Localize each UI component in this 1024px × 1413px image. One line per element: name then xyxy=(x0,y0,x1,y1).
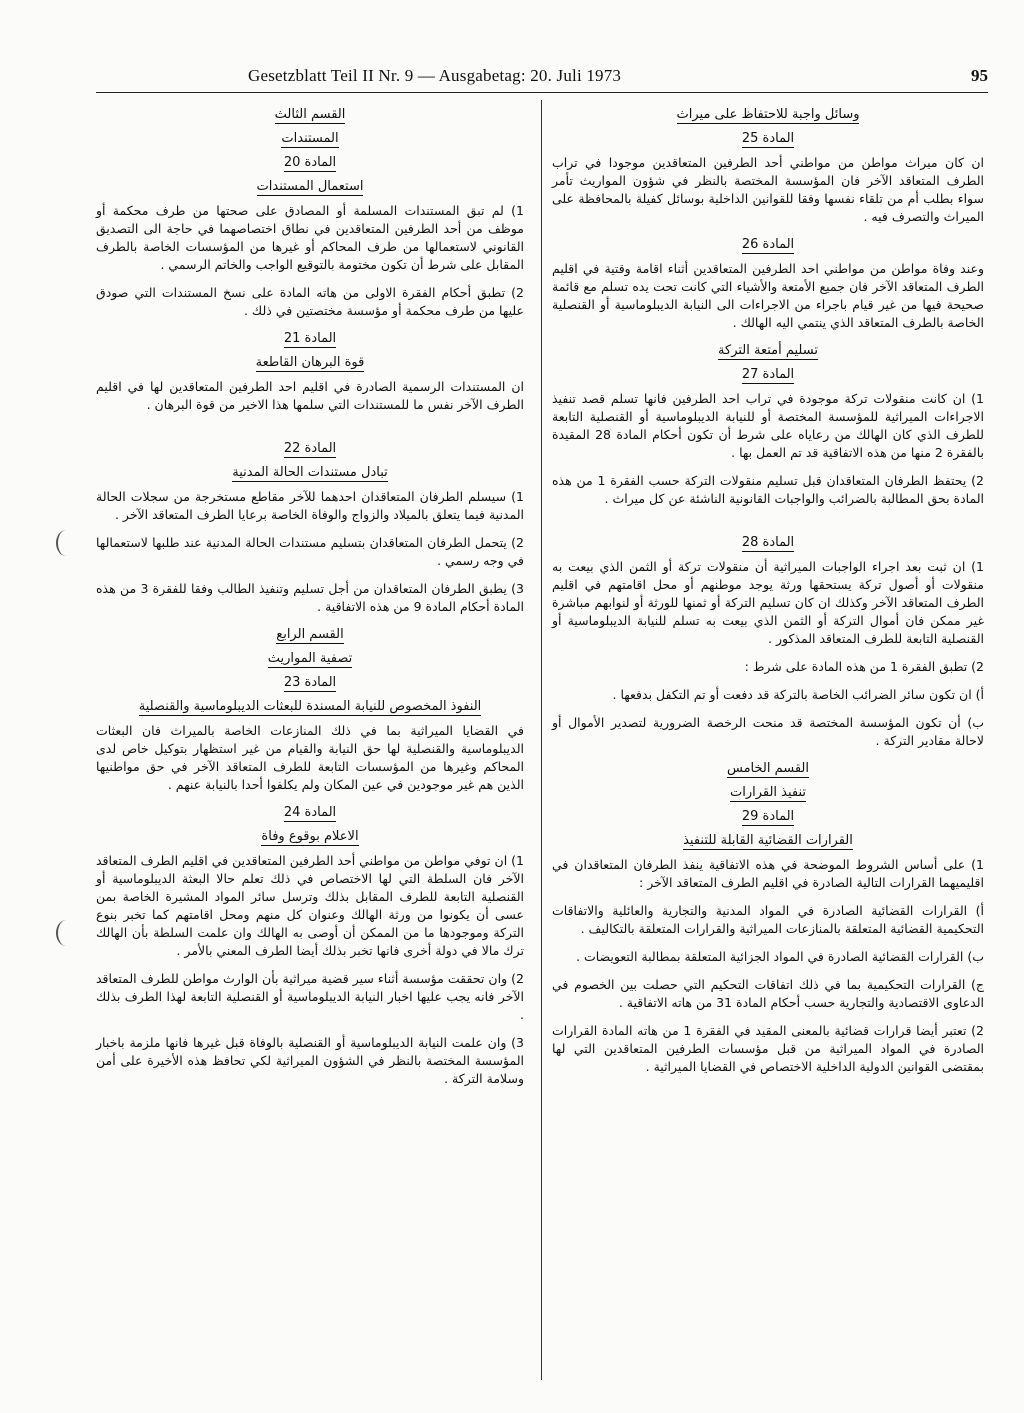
heading-text: الاعلام بوقوع وفاة xyxy=(261,829,359,844)
heading-text: المستندات xyxy=(281,131,339,146)
heading-text: القسم الخامس xyxy=(727,761,809,776)
left-column xyxy=(96,104,524,1098)
section-heading xyxy=(552,130,984,148)
section-heading xyxy=(96,650,524,668)
heading-text: تنفيذ القرارات xyxy=(729,785,807,800)
section-heading xyxy=(96,804,524,822)
heading-text: المادة 20 xyxy=(283,155,337,170)
page-header xyxy=(0,60,1024,94)
spacer xyxy=(552,518,984,532)
paragraph: 1) ان ثبت بعد اجراء الواجبات الميراثية أن منقولات تركة أو الثمن الذي بيعت به منقولات أو أصول تركة يستحقها ورثة يوجد موطنهم أو محل اقامتهم في اقليم الطرف المتعاقد الآخر وكذلك ان كان تسليم التركة أو ثمنها للورثة أو لنوابهم مباشرة غير ممكن فان أموال التركة أو الثمن الذي بيعت به تسلم للنيابة الديبلوماسية أو القنصلية التابعة للطرف المتعاقد المذكور . xyxy=(552,559,984,646)
heading-text: تصفية المواريث xyxy=(267,651,353,666)
section-heading xyxy=(96,154,524,172)
section-heading xyxy=(552,366,984,384)
right-column xyxy=(552,104,984,1086)
paragraph: 1) لم تبق المستندات المسلمة أو المصادق على صحتها من طرف محكمة أو موظف من أحد الطرفين المتعاقدين في نطاق اختصاصهما في حاجة الى التصديق القانوني لاستعمالها من طرف المحاكم أو غيرها من المؤسسات الخاصة بالطرف المقابل على شرط أن تكون مختومة بالتوقيع الواجب والخاتم الرسمي . xyxy=(96,203,524,272)
section-heading xyxy=(96,330,524,348)
header-title: Gesetzblatt Teil II Nr. 9 — Ausgabetag: 20. Juli 1973 xyxy=(248,66,622,85)
heading-text: القسم الرابع xyxy=(276,627,344,642)
section-heading xyxy=(96,130,524,148)
heading-text: النفوذ المخصوص للنيابة المسندة للبعثات الديبلوماسية والقنصلية xyxy=(138,699,482,714)
heading-text: المادة 29 xyxy=(741,809,795,824)
heading-text: المادة 28 xyxy=(741,535,795,550)
heading-text: المادة 27 xyxy=(741,367,795,382)
paragraph: ب) القرارات القضائية الصادرة في المواد الجزائية المتعلقة بمطالبة التعويضات . xyxy=(576,949,984,964)
paragraph: ان كان ميراث مواطن من مواطني أحد الطرفين المتعاقدين موجودا في تراب الطرف المتعاقد الآخر فان المؤسسة المختصة بالنظر في شؤون المواريث تأمر سواء بطلب أم من تلقاء نفسها وفقا للقوانين الداخلية بوسائل كفيلة بالمحافظة على الميراث والتصرف فيه . xyxy=(552,155,984,224)
section-heading xyxy=(96,464,524,482)
section-heading xyxy=(552,760,984,778)
paragraph: 1) سيسلم الطرفان المتعاقدان احدهما للآخر مقاطع مستخرجة من سجلات الحالة المدنية فيما يتعلق بالميلاد والزواج والوفاة الخاصة برعايا الطرف المتعاقد الآخر . xyxy=(96,489,524,522)
section-heading xyxy=(552,832,984,850)
paragraph: أ) القرارات القضائية الصادرة في المواد المدنية والتجارية والعائلية والاتفاقات التحكيمية القضائية المتعلقة بالمنازعات الميراثية والقرارات المتعلقة بالتكاليف . xyxy=(552,903,984,936)
paragraph: 1) ان كانت منقولات تركة موجودة في تراب احد الطرفين فانها تسلم قصد تنفيذ الاجراءات الميراثية للمؤسسة المختصة أو للنيابة الديبلوماسية أو القنصلية التابعة للطرف الذي كان الهالك من رعاياه على شرط أن تكون أحكام المادة 28 المقيدة بالفقرة 2 منها من هذه الاتفاقية قد تم العمل بها . xyxy=(552,391,984,460)
paragraph: ان المستندات الرسمية الصادرة في اقليم احد الطرفين المتعاقدين لها في اقليم الطرف الآخر نفس ما للمستندات التي سلمها هذا الاخير من قوة البرهان . xyxy=(96,379,524,412)
section-heading xyxy=(96,106,524,124)
column-divider xyxy=(541,100,542,1380)
heading-text: وسائل واجبة للاحتفاظ على ميراث xyxy=(676,107,860,122)
section-heading xyxy=(96,828,524,846)
heading-text: قوة البرهان القاطعة xyxy=(255,355,365,370)
header-rule xyxy=(96,92,988,93)
paragraph: 2) تعتبر أيضا قرارات قضائية بالمعنى المقيد في الفقرة 1 من هاته المادة القرارات الصادرة في المواد الميراثية من قبل مؤسسات الطرفين المتعاقدين التي لها بمقتضى القوانين الدولية الداخلية الاختصاص في القضايا الميراثية . xyxy=(552,1023,984,1074)
heading-text: المادة 22 xyxy=(283,441,337,456)
heading-text: تبادل مستندات الحالة المدنية xyxy=(232,465,388,480)
paragraph: 1) على أساس الشروط الموضحة في هذه الاتفاقية ينفذ الطرفان المتعاقدان في اقليميهما القرارات التالية الصادرة في اقليم الطرف المتعاقد الآخر : xyxy=(552,857,984,890)
section-heading xyxy=(96,626,524,644)
paragraph: 2) يتحمل الطرفان المتعاقدان بتسليم مستندات الحالة المدنية عند طلبها لاستعمالها في وجه رسمي . xyxy=(96,535,524,568)
section-heading xyxy=(552,342,984,360)
section-heading xyxy=(96,354,524,372)
section-heading xyxy=(552,534,984,552)
heading-text: المادة 21 xyxy=(283,331,337,346)
section-heading xyxy=(96,440,524,458)
section-heading xyxy=(96,674,524,692)
paragraph: 2) تطبق أحكام الفقرة الاولى من هاته المادة على نسخ المستندات التي صودق عليها من طرف محكمة أو مؤسسة مختصتين في ذلك . xyxy=(96,285,524,318)
paragraph: ب) أن تكون المؤسسة المختصة قد منحت الرخصة الضرورية لتصدير الأموال أو لاحالة مقادير التركة . xyxy=(552,715,984,748)
spacer xyxy=(96,424,524,438)
heading-text: استعمال المستندات xyxy=(256,179,364,194)
section-heading xyxy=(552,784,984,802)
heading-text: القسم الثالث xyxy=(274,107,346,122)
section-heading xyxy=(552,236,984,254)
page-number: 95 xyxy=(971,66,988,85)
paragraph: ج) القرارات التحكيمية بما في ذلك اتفاقات التحكيم التي حصلت بين الخصوم في الدعاوى الاقتصادية والتجارية حسب أحكام المادة 31 من هاته الاتفاقية . xyxy=(552,977,984,1010)
paragraph: 2) يحتفظ الطرفان المتعاقدان قبل تسليم منقولات التركة حسب الفقرة 1 من هذه المادة بحق المطالبة بالضرائب والواجبات القانونية الناشئة عن كل ميراث . xyxy=(552,473,984,506)
margin-mark xyxy=(56,920,76,946)
paragraph: 3) وان علمت النيابة الديبلوماسية أو القنصلية بالوفاة قبل غيرها فانها ملزمة باخبار المؤسسة المختصة بالنظر في الشؤون الميراثية لكي تحافظ هذه الأخيرة على أمن وسلامة التركة . xyxy=(96,1035,524,1086)
margin-mark xyxy=(56,530,76,556)
section-heading xyxy=(552,808,984,826)
heading-text: المادة 23 xyxy=(283,675,337,690)
heading-text: المادة 26 xyxy=(741,237,795,252)
paragraph: 3) يطبق الطرفان المتعاقدان من أجل تسليم وتنفيذ الطالب وفقا للفقرة 3 من هذه المادة أحكام المادة 9 من هذه الاتفاقية . xyxy=(96,581,524,614)
paragraph: 1) ان توفي مواطن من مواطني أحد الطرفين المتعاقدين في اقليم الطرف المتعاقد الآخر فان السلطة التي لها الاختصاص في ذلك تعلم حالا البعثة الديبلوماسية أو القنصلية التابعة للطرف المقابل بذلك وترسل سائر المواد المشيرة الخاصة بمن عسى أن يكونوا من ورثة الهالك وعنوان كل منهم ومحل اقامتهم كما تخبر بنوع التركة وموجودها ما من الممكن أن أوصى به الهالك وان علمت السلطة بأن الهالك ترك مالا في دولة أخرى فانها تخبر بذلك أيضا الطرف المعني بالأمر . xyxy=(96,853,524,958)
heading-text: القرارات القضائية القابلة للتنفيذ xyxy=(683,833,853,848)
paragraph: 2) وان تحققت مؤسسة أثناء سير قضية ميراثية بأن الوارث مواطن للطرف المتعاقد الآخر فانه يجب عليها اخبار النيابة الديبلوماسية أو القنصلية التابعة لهذا الطرف بذلك . xyxy=(96,971,524,1022)
section-heading xyxy=(96,178,524,196)
heading-text: المادة 25 xyxy=(741,131,795,146)
section-heading xyxy=(96,698,524,716)
section-heading xyxy=(552,106,984,124)
paragraph: في القضايا الميراثية بما في ذلك المنازعات الخاصة بالميراث فان البعثات الديبلوماسية والقنصلية لها حق النيابة والقيام من غير استظهار بتوكيل خاص لدى المحاكم وغيرها من المؤسسات التابعة للطرف المتعاقد الآخر في حق مواطنيها الذين هم غير موجودين في عين المكان ولم يكلفوا أحدا بالنيابة عنهم . xyxy=(96,723,524,792)
paragraph: وعند وفاة مواطن من مواطني احد الطرفين المتعاقدين أثناء اقامة وقتية في اقليم الطرف المتعاقد الآخر فان جميع الأمتعة والأشياء التي كانت تحت يده تسلم مع قائمة صحيحة فيها من غير قيام باجراء من الاجراءات الى النيابة الديبلوماسية أو القنصلية الخاصة بالطرف المتعاقد الذي ينتمي اليه الهالك . xyxy=(552,261,984,330)
heading-text: تسليم أمتعة التركة xyxy=(718,343,818,358)
heading-text: المادة 24 xyxy=(283,805,337,820)
paragraph: أ) ان تكون سائر الضرائب الخاصة بالتركة قد دفعت أو تم التكفل بدفعها . xyxy=(612,687,984,702)
paragraph: 2) تطبق الفقرة 1 من هذه المادة على شرط : xyxy=(744,659,984,674)
